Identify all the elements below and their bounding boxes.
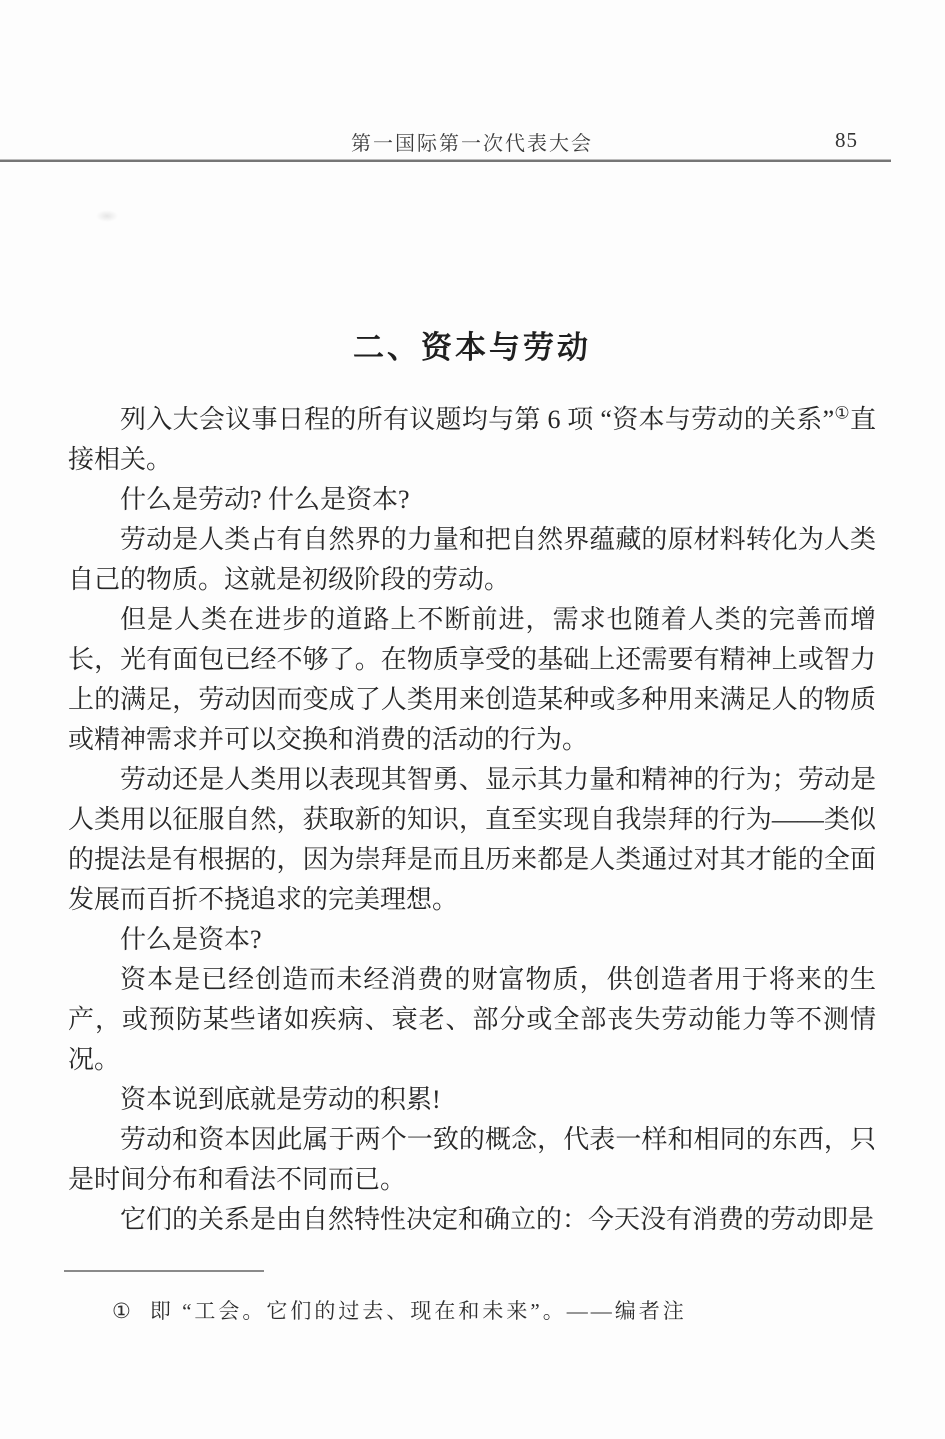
footnote-marker: ① xyxy=(112,1299,134,1323)
running-title: 第一国际第一次代表大会 xyxy=(351,133,593,155)
paragraph-1-text: 列入大会议事日程的所有议题均与第 6 项 “资本与劳动的关系” xyxy=(120,405,835,434)
footnote-rule xyxy=(64,1270,264,1272)
paragraph-8: 资本说到底就是劳动的积累! xyxy=(120,1085,441,1114)
paragraph-4: 但是人类在进步的道路上不断前进，需求也随着人类的完善而增长，光有面包已经不够了。在物质享受的基础上还需要有精神上或智力上的满足，劳动因而变成了人类用来创造某种或多种用来满足人的物质或精神需求并可以交换和消费的活动的行为。 xyxy=(68,605,876,754)
paragraph-2: 什么是劳动? 什么是资本? xyxy=(120,485,410,514)
page-number: 85 xyxy=(835,128,858,152)
paragraph-5: 劳动还是人类用以表现其智勇、显示其力量和精神的行为；劳动是人类用以征服自然，获取新的知识，直至实现自我崇拜的行为——类似的提法是有根据的，因为崇拜是而且历来都是人类通过对其才能的全面发展而百折不挠追求的完美理想。 xyxy=(68,765,876,914)
paragraph-6: 什么是资本? xyxy=(120,925,262,954)
footnote-ref: ① xyxy=(834,403,850,423)
running-head xyxy=(68,127,876,157)
scan-artifact xyxy=(96,210,118,222)
section-title: 二、资本与劳动 xyxy=(353,330,591,365)
body-text xyxy=(68,400,876,1240)
paragraph-7: 资本是已经创造而未经消费的财富物质，供创造者用于将来的生产，或预防某些诸如疾病、衰老、部分或全部丧失劳动能力等不测情况。 xyxy=(68,965,876,1074)
paragraph-3: 劳动是人类占有自然界的力量和把自然界蕴藏的原材料转化为人类自己的物质。这就是初级阶段的劳动。 xyxy=(68,525,876,594)
paragraph-9: 劳动和资本因此属于两个一致的概念，代表一样和相同的东西，只是时间分布和看法不同而已。 xyxy=(68,1125,876,1194)
paragraph-10: 它们的关系是由自然特性决定和确立的：今天没有消费的劳动即是 xyxy=(120,1205,875,1234)
footnote-text: 即 “工会。它们的过去、现在和未来”。——编者注 xyxy=(149,1299,687,1323)
paragraph-1-continuation: 直接相关。 xyxy=(68,405,876,474)
footnote xyxy=(112,1295,872,1327)
paragraph-1 xyxy=(68,400,876,480)
header-rule xyxy=(0,159,891,162)
